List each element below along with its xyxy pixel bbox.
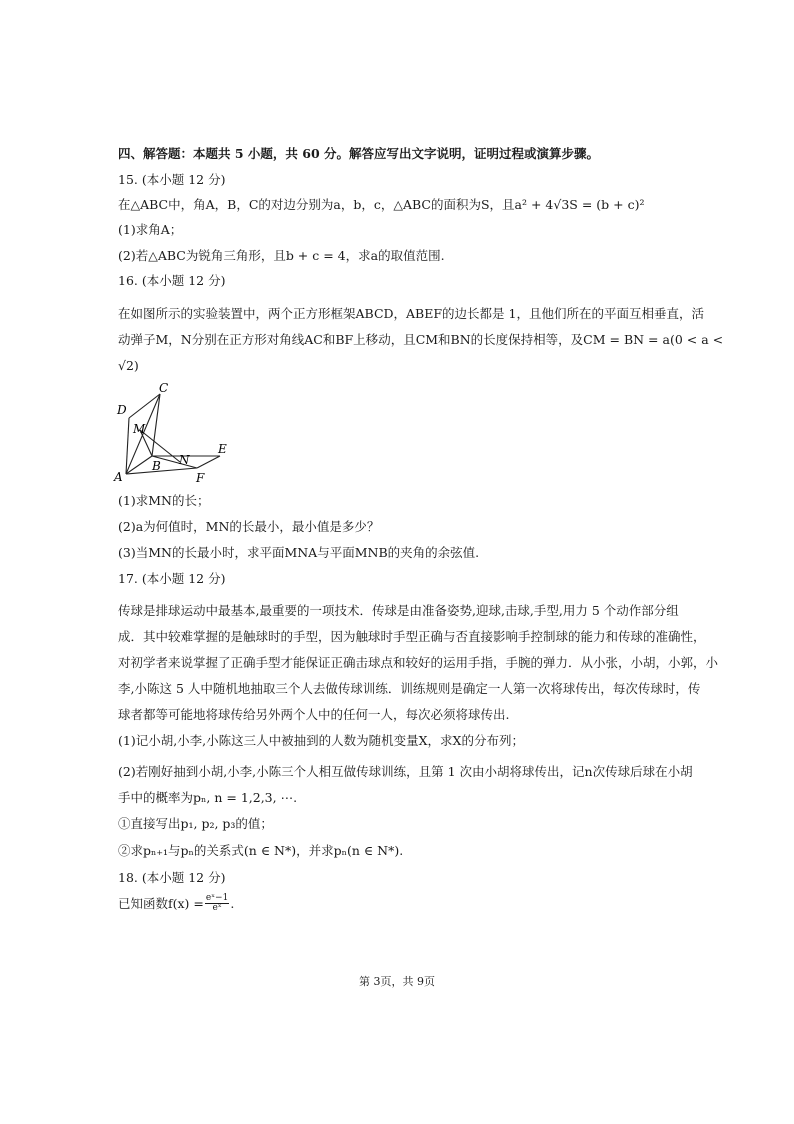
label-M: M <box>133 422 146 436</box>
q17-sub1: ①直接写出p₁, p₂, p₃的值； <box>118 816 273 831</box>
q17-part2-line1: (2)若刚好抽到小胡,小李,小陈三个人相互做传球训练，且第 1 次由小胡将球传出，记n次传球后球在小胡 <box>118 764 693 779</box>
label-D: D <box>117 403 127 417</box>
q16-stem-line3: √2) <box>118 358 139 373</box>
q16-part2: (2)a为何值时，MN的长最小，最小值是多少？ <box>118 519 380 534</box>
q15-part2: (2)若△ABC为锐角三角形，且b + c = 4，求a的取值范围. <box>118 248 445 263</box>
q16-figure <box>112 380 237 485</box>
edge-FE <box>197 456 220 468</box>
q16-part1: (1)求MN的长； <box>118 493 210 508</box>
q17-stem-line5: 球者都等可能地将球传给另外两个人中的任何一人，每次必须将球传出. <box>118 707 510 722</box>
q18-fraction-denominator: eˣ <box>212 903 222 913</box>
q18-stem-prefix: 已知函数f(x) = <box>118 895 204 911</box>
q16-stem-line2: 动弹子M，N分别在正方形对角线AC和BF上移动，且CM和BN的长度保持相等，及CM = BN = a(0 < a < <box>118 332 724 347</box>
label-E: E <box>218 442 227 456</box>
segment-MN <box>140 430 180 462</box>
q17-stem-line2: 成．其中较难掌握的是触球时的手型，因为触球时手型正确与否直接影响手控制球的能力和传球的准确性， <box>118 629 706 644</box>
q15-header: 15. (本小题 12 分) <box>118 172 226 187</box>
label-F: F <box>196 471 205 485</box>
label-C: C <box>159 381 169 395</box>
q16-header: 16. (本小题 12 分) <box>118 273 226 288</box>
q18-header: 18. (本小题 12 分) <box>118 870 226 885</box>
q17-header: 17. (本小题 12 分) <box>118 571 226 586</box>
section-heading: 四、解答题：本题共 5 小题，共 60 分。解答应写出文字说明，证明过程或演算步骤。 <box>118 146 600 161</box>
q18-stem <box>118 894 678 913</box>
label-A: A <box>114 470 123 484</box>
q16-part3: (3)当MN的长最小时，求平面MNA与平面MNB的夹角的余弦值. <box>118 545 480 560</box>
q17-sub2: ②求pₙ₊₁与pₙ的关系式(n ∈ N*)，并求pₙ(n ∈ N*). <box>118 843 404 858</box>
label-N: N <box>179 453 190 467</box>
q18-fraction <box>205 894 229 913</box>
q16-stem-line1: 在如图所示的实验装置中，两个正方形框架ABCD，ABEF的边长都是 1，且他们所在的平面互相垂直，活 <box>118 306 704 321</box>
q18-stem-suffix: . <box>230 895 235 911</box>
q15-stem: 在△ABC中，角A，B，C的对边分别为a，b，c，△ABC的面积为S，且a² + 4√3S = (b + c)² <box>118 197 645 212</box>
q17-stem-line1: 传球是排球运动中最基本,最重要的一项技术．传球是由准备姿势,迎球,击球,手型,用力 5 个动作部分组 <box>118 603 679 618</box>
edge-AD <box>126 418 129 474</box>
q17-stem-line4: 李,小陈这 5 人中随机地抽取三个人去做传球训练．训练规则是确定一人第一次将球传出，每次传球时，传 <box>118 681 701 696</box>
q18-fraction-numerator: eˣ−1 <box>205 893 229 903</box>
q17-part1: (1)记小胡,小李,小陈这三人中被抽到的人数为随机变量X，求X的分布列； <box>118 733 524 748</box>
q17-part2-line2: 手中的概率为pₙ, n = 1,2,3, ⋯. <box>118 790 298 805</box>
page-footer: 第 3页，共 9页 <box>359 975 435 988</box>
q17-stem-line3: 对初学者来说掌握了正确手型才能保证正确击球点和较好的运用手指，手腕的弹力．从小张，小胡，小郭，小 <box>118 655 719 670</box>
q15-part1: (1)求角A； <box>118 222 183 237</box>
edge-AF <box>126 468 197 474</box>
label-B: B <box>152 459 161 473</box>
